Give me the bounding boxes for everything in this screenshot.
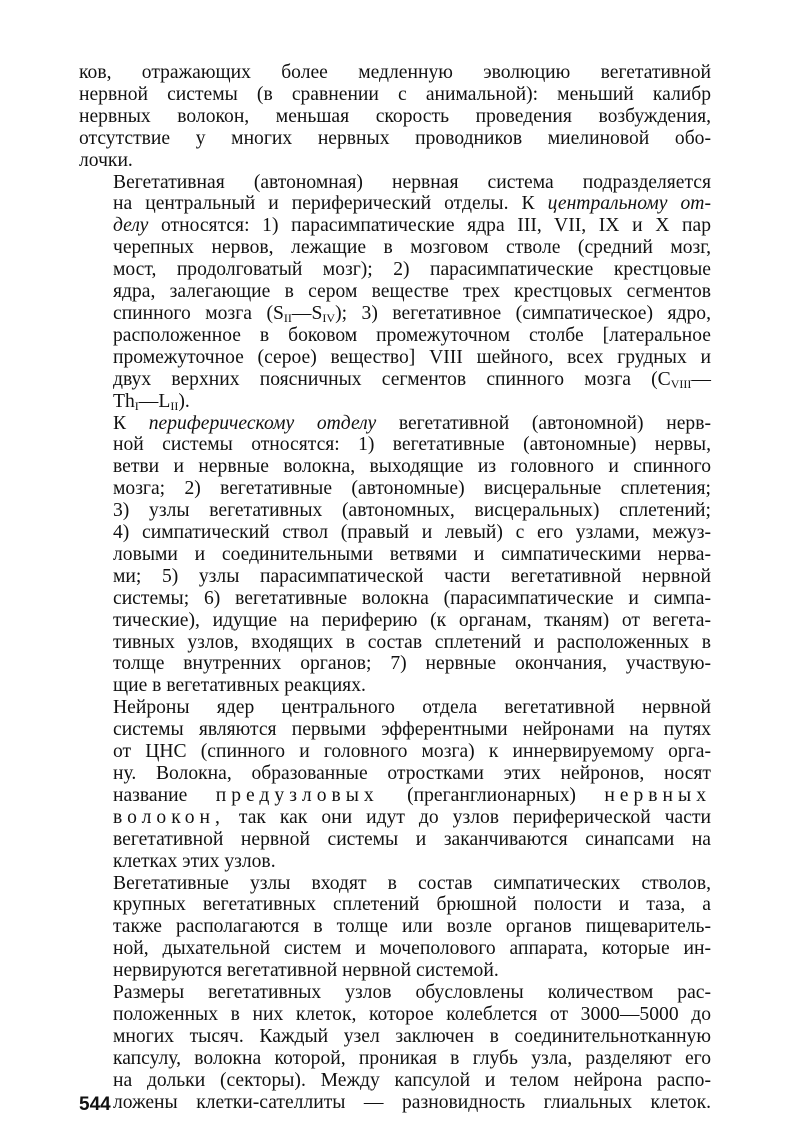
spaced-term: нервных [604,784,711,806]
text-line: ной системы относятся: 1) вегетативные (автономные) нервы, [113,434,711,456]
text-line: ядра, залегающие в сером веществе трех крестцовых сегментов [113,281,711,303]
text-line: Вегетативная (автономная) нервная система подразделяется [113,171,711,193]
text-line: мозга; 2) вегетативные (автономные) висцеральные сплетения; [113,478,711,500]
paragraph-5 [79,873,711,983]
text-line: мост, продолговатый мозг); 2) парасимпатические крестцовые [113,259,711,281]
text-line: К периферическому отделу вегетативной (автономной) нерв- [113,412,711,434]
text-line: тивных узлов, входящих в состав сплетений и расположенных в [113,631,711,653]
text-line: спинного мозга $(S_{II}—S_{IV})$; 3) вегетативное (симпатическое) ядро, [113,302,712,325]
text-line: 4) симпатический ствол (правый и левый) с его узлами, межуз- [113,522,711,544]
text-line: на центральный и периферический отделы. К центральному от- [113,193,711,215]
text-line: также располагаются в толще или возле органов пищеваритель- [113,916,711,938]
text-line: двух верхних поясничных сегментов спинного мозга ($C_{VIII}—$ [113,368,711,391]
italic-term: центральному от- [547,193,711,215]
text-line: ловыми и соединительными ветвями и симпатическими нерва- [113,543,711,565]
text-line: вегетативной нервной системы и заканчиваются синапсами на [113,828,711,850]
paragraph-6 [79,982,711,1113]
italic-term: делу [113,215,149,237]
text-line: крупных вегетативных сплетений брюшной полости и таза, а [113,894,711,916]
paragraph-3 [79,413,711,698]
text-line: Нейроны ядер центрального отдела вегетативной нервной [113,697,711,719]
text-line: лочки. [79,149,133,171]
text-line: нервируются вегетативной нервной системой. [113,960,499,982]
text-line: капсулу, волокна которой, проникая в глубь узла, разделяют его [113,1047,711,1069]
text-line: черепных нервов, лежащие в мозговом стволе (средний мозг, [113,237,711,259]
text-line: ну. Волокна, образованные отростками этих нейронов, носят [113,763,711,784]
body-text [79,62,711,1114]
text-line: волокон, так как они идут до узлов периферической части [113,806,711,828]
text-line: делу относятся: 1) парасимпатические ядра III, VII, IX и X пар [113,215,711,237]
text-line: расположенное в боковом промежуточном столбе [латеральное [113,324,711,346]
text-line: тические), идущие на периферию (к органам, тканям) от вегета- [113,609,711,631]
text-line: системы являются первыми эфферентными нейронами на путях [113,719,711,741]
paragraph-2 [79,172,711,413]
text-line: нервных волокон, меньшая скорость проведения возбуждения, [79,105,711,127]
text-line: отсутствие у многих нервных проводников миелиновой обо- [79,127,711,149]
text-line: название предузловых (преганглионарных) нервных [113,784,711,806]
text-line: 3) узлы вегетативных (автономных, висцеральных) сплетений; [113,500,711,522]
text-line: многих тысяч. Каждый узел заключен в соединительнотканную [113,1025,711,1047]
paragraph-1 [79,62,711,172]
text-line: ложены клетки-сателлиты — разновидность глиальных клеток. [113,1091,711,1113]
text-line: системы; 6) вегетативные волокна (парасимпатические и симпа- [113,587,711,609]
text-line: положенных в них клеток, которое колеблется от 3000—5000 до [113,1003,711,1025]
text-line: ветви и нервные волокна, выходящие из головного и спинного [113,456,711,478]
text-line: от ЦНС (спинного и головного мозга) к иннервируемому орга- [113,741,711,763]
text-line: щие в вегетативных реакциях. [113,675,366,697]
text-line: на дольки (секторы). Между капсулой и телом нейрона распо- [113,1069,711,1091]
text-line: промежуточное (серое) вещество] VIII шейного, всех грудных и [113,346,711,368]
text-line: клетках этих узлов. [113,850,276,872]
italic-term: периферическому отделу [148,412,377,434]
text-line: нервной системы (в сравнении с анимальной): меньший калибр [79,83,711,105]
text-line: $Th_I—L_{II}$). [113,390,190,413]
text-line: толще внутренних органов; 7) нервные окончания, участвую- [113,653,711,675]
spaced-term: предузловых [215,784,379,806]
spaced-term: волокон, [113,806,225,828]
page-number: 544 [79,1094,111,1115]
text-line: Вегетативные узлы входят в состав симпатических стволов, [113,872,711,894]
text-line: ной, дыхательной систем и мочеполового аппарата, которые ин- [113,938,711,960]
text-line: ков, отражающих более медленную эволюцию вегетативной [79,62,711,83]
paragraph-4 [79,697,711,872]
text-line: ми; 5) узлы парасимпатической части вегетативной нервной [113,565,711,587]
text-line: Размеры вегетативных узлов обусловлены количеством рас- [113,982,711,1004]
